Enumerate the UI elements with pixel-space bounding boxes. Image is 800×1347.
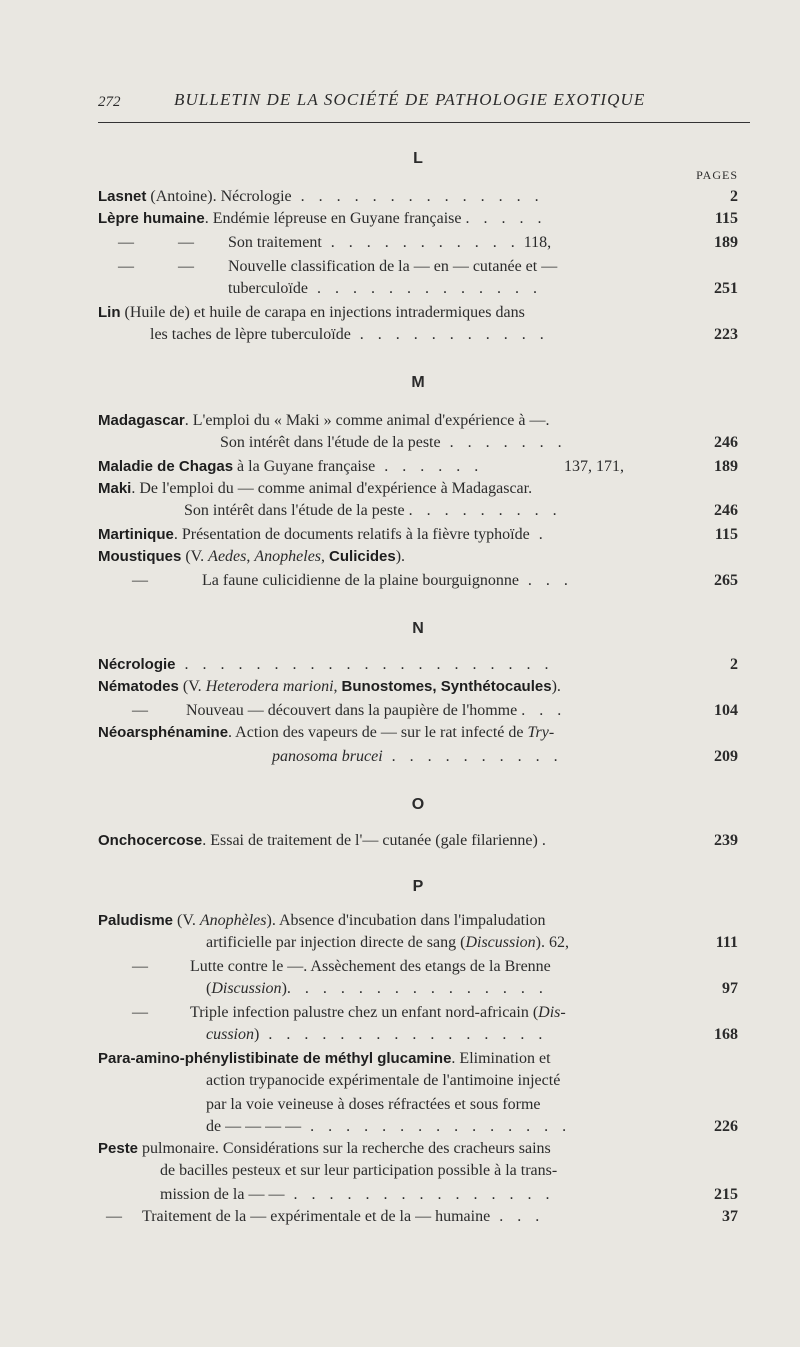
entry-text: La faune culicidienne de la plaine bourguignonne <box>202 572 519 589</box>
entry-page: 111 <box>715 934 738 951</box>
entry-text: Son intérêt dans l'étude de la peste <box>184 502 405 519</box>
entry-text: ). <box>395 548 406 565</box>
entry-text: . Présentation de documents relatifs à la fièvre typhoïde <box>173 526 530 543</box>
page-header <box>98 90 750 120</box>
ditto-dash: — <box>118 258 134 275</box>
entry-text: action trypanocide expérimentale de l'antimoine injecté <box>206 1072 561 1089</box>
entry-text: . De l'emploi du — comme animal d'expérience à Madagascar. <box>131 480 533 497</box>
index-entry-paludisme-5 <box>98 1002 738 1024</box>
entry-text: les taches de lèpre tuberculoïde <box>150 326 351 343</box>
entry-page: 97 <box>722 980 738 997</box>
entry-italic: Discussion <box>465 934 536 951</box>
entry-italic: Aedes <box>208 548 247 565</box>
ditto-dash: — <box>178 234 194 251</box>
index-entry-neoarsphenamine-1 <box>98 722 738 744</box>
entry-text: Triple infection palustre chez un enfant nord-africain ( <box>190 1004 539 1021</box>
leader-dots: . . . . . . . . . . . . . . . <box>284 1186 555 1203</box>
leader-dots: . . . . . . . . . . . . . . . . . . . . . <box>175 656 554 673</box>
entry-page: 168 <box>714 1026 738 1043</box>
entry-text: Traitement de la — expérimentale et de la — humaine <box>142 1208 491 1225</box>
entry-italic: Anophèles <box>199 912 267 929</box>
ditto-dash: — <box>132 702 148 719</box>
entry-text: ). 62, <box>535 934 569 951</box>
section-letter-o: O <box>411 796 425 813</box>
entry-page: 251 <box>714 280 738 297</box>
entry-text: Nouveau — découvert dans la paupière de l'homme <box>186 702 518 719</box>
entry-text: Nouvelle classification de la — en — cutanée et — <box>228 258 558 275</box>
entry-italic: Heterodera marioni <box>205 678 334 695</box>
ditto-dash: — <box>132 958 148 975</box>
index-entry-paludisme-2 <box>98 932 738 954</box>
running-title: BULLETIN DE LA SOCIÉTÉ DE PATHOLOGIE EXOTIQUE <box>174 90 646 109</box>
ditto-dash: — <box>178 258 194 275</box>
index-entry-moustiques-1 <box>98 546 738 568</box>
entry-page: 226 <box>714 1118 738 1135</box>
entry-text: . Action des vapeurs de — sur le rat infecté de <box>228 724 528 741</box>
entry-text: par la voie veineuse à doses réfractées et sous forme <box>206 1096 541 1113</box>
entry-text: ) <box>281 980 287 997</box>
entry-page: 104 <box>714 702 738 719</box>
entry-italic: Discussion <box>211 980 282 997</box>
leader-dots: . . . . . . . . . . . . . . . . <box>259 1026 548 1043</box>
index-entry-nematodes-1 <box>98 676 738 698</box>
entry-text: mission de la — — <box>160 1186 285 1203</box>
entry-text: . Essai de traitement de l'— cutanée (gale filarienne) <box>202 832 538 849</box>
entry-text: à la Guyane française <box>233 458 376 475</box>
entry-headword: Maladie de Chagas <box>98 458 234 475</box>
index-entry-onchocercose <box>98 830 738 852</box>
entry-headword: Nécrologie <box>98 656 176 673</box>
index-entry-neoarsphenamine-2 <box>98 746 738 768</box>
index-entry-paludisme-1 <box>98 910 738 932</box>
leader-dots: . . . . . . <box>375 458 484 475</box>
entry-text: ). Absence d'incubation dans l'impaludation <box>266 912 546 929</box>
leader-dots: . . . . . . . . . . . . . . . <box>301 1118 572 1135</box>
index-entry-paludisme-4 <box>98 978 738 1000</box>
entry-text: , <box>246 548 255 565</box>
index-entry-necrologie <box>98 654 738 676</box>
entry-text: Lutte contre le —. Assèchement des etangs de la Brenne <box>190 958 551 975</box>
entry-text: ) <box>254 1026 260 1043</box>
leader-dots: . . . . . . . . . . . . . <box>307 280 542 297</box>
entry-text: (Antoine). Nécrologie <box>146 188 292 205</box>
entry-page: 223 <box>714 326 738 343</box>
ditto-dash: — <box>132 1004 148 1021</box>
entry-text: ). <box>551 678 561 695</box>
leader-dots: . . . . . . . . . <box>408 502 562 519</box>
section-letter-n: N <box>412 620 424 637</box>
entry-italic: panosoma brucei <box>272 748 383 765</box>
entry-text: . L'emploi du « Maki » comme animal d'expérience à —. <box>184 412 550 429</box>
leader-dots: . . . . . . . <box>440 434 567 451</box>
leader-dots: . . . <box>518 572 573 589</box>
entry-headword: Lasnet <box>98 188 147 205</box>
index-entry-lin-1 <box>98 302 738 324</box>
entry-page: 115 <box>714 210 738 227</box>
entry-text: (V. <box>181 548 209 565</box>
entry-headword: Madagascar <box>98 412 185 429</box>
entry-page: 2 <box>730 188 738 205</box>
index-entry-moustiques-2 <box>98 570 738 592</box>
entry-text: Son intérêt dans l'étude de la peste <box>220 434 441 451</box>
leader-dots: . . . . . . . . . . . . . . . <box>286 980 548 997</box>
ditto-dash: — <box>132 572 148 589</box>
index-entry-peste-2 <box>98 1160 738 1182</box>
entry-headword: Lèpre humaine <box>98 210 205 227</box>
index-entry-lepre-3 <box>98 256 738 278</box>
entry-text: Son traitement <box>228 234 322 251</box>
index-entry-para-amino-1 <box>98 1048 738 1070</box>
entry-page: 189 <box>714 458 738 475</box>
entry-page: 239 <box>714 832 738 849</box>
entry-italic: Anopheles <box>254 548 322 565</box>
index-entry-peste-1 <box>98 1138 738 1160</box>
entry-page: 115 <box>714 526 738 543</box>
entry-text: (V. <box>178 678 206 695</box>
entry-page: 189 <box>714 234 738 251</box>
index-entry-para-amino-2 <box>98 1070 738 1092</box>
entry-page: 2 <box>730 656 738 673</box>
section-letter-p: P <box>412 878 424 895</box>
entry-text: . Endémie lépreuse en Guyane française <box>204 210 462 227</box>
page-number: 272 <box>98 94 121 110</box>
entry-italic: Try- <box>527 724 555 741</box>
leader-dots: . . . . . . . . . . . . . . <box>291 188 544 205</box>
index-entry-martinique <box>98 524 738 546</box>
entry-headword: Para-amino-phénylistibinate de méthyl glucamine <box>98 1050 452 1067</box>
entry-text: (V. <box>173 912 200 929</box>
leader-dots: . . . . . . . . . . <box>382 748 563 765</box>
index-entry-paludisme-3 <box>98 956 738 978</box>
index-entry-madagascar-1 <box>98 410 738 432</box>
index-entry-lepre-1 <box>98 208 738 230</box>
header-rule <box>98 122 750 123</box>
entry-page: 265 <box>714 572 738 589</box>
index-entry-peste-4 <box>98 1206 738 1228</box>
entry-headword: Paludisme <box>98 912 174 929</box>
section-letter-m: M <box>411 374 425 391</box>
entry-extra-pages: 137, 171, <box>564 458 624 475</box>
index-entry-maki-2 <box>98 500 738 522</box>
entry-extra-pages: 118, <box>523 234 552 251</box>
entry-headword: Maki <box>98 480 132 497</box>
leader-dots: . . . <box>490 1208 545 1225</box>
entry-page: 37 <box>722 1208 738 1225</box>
entry-headword: Peste <box>98 1140 139 1157</box>
entry-text: de — — — — <box>206 1118 302 1135</box>
leader-dots: . <box>529 526 548 543</box>
index-entry-chagas <box>98 456 738 478</box>
index-entry-peste-3 <box>98 1184 738 1206</box>
index-entry-para-amino-3 <box>98 1094 738 1116</box>
index-entry-para-amino-4 <box>98 1116 738 1138</box>
entry-italic: cussion <box>206 1026 254 1043</box>
index-entry-lin-2 <box>98 324 738 346</box>
entry-headword-ref: Bunostomes, Synthétocaules <box>341 678 552 695</box>
section-letter-l: L <box>413 150 423 167</box>
entry-page: 246 <box>714 502 738 519</box>
entry-text: pulmonaire. Considérations sur la recherche des cracheurs sains <box>138 1140 551 1157</box>
entry-text: (Huile de) et huile de carapa en injections intradermiques dans <box>120 304 525 321</box>
leader-dots: . . . . . <box>465 210 547 227</box>
index-entry-lasnet <box>98 186 738 208</box>
entry-headword: Néoarsphénamine <box>98 724 229 741</box>
entry-text: ( <box>206 980 212 997</box>
entry-text: de bacilles pesteux et sur leur participation possible à la trans- <box>160 1162 558 1179</box>
pages-column-label: PAGES <box>696 168 738 182</box>
entry-headword: Moustiques <box>98 548 182 565</box>
index-entry-paludisme-6 <box>98 1024 738 1046</box>
leader-dots: . . . <box>521 702 567 719</box>
entry-italic: Dis- <box>538 1004 566 1021</box>
leader-dots: . . . . . . . . . . . <box>321 234 520 251</box>
entry-headword: Nématodes <box>98 678 179 695</box>
entry-page: 246 <box>714 434 738 451</box>
leader-dots: . . . . . . . . . . . <box>350 326 549 343</box>
ditto-dash: — <box>106 1208 122 1225</box>
entry-text: . Elimination et <box>451 1050 551 1067</box>
entry-headword: Onchocercose <box>98 832 203 849</box>
entry-headword: Martinique <box>98 526 174 543</box>
entry-text: tuberculoïde <box>228 280 308 297</box>
entry-headword-ref: Culicides <box>329 548 396 565</box>
entry-page: 209 <box>714 748 738 765</box>
ditto-dash: — <box>118 234 134 251</box>
index-entry-maki-1 <box>98 478 738 500</box>
index-entry-lepre-2 <box>98 232 738 254</box>
index-entry-lepre-3-cont <box>98 278 738 300</box>
entry-text: artificielle par injection directe de sang ( <box>206 934 466 951</box>
entry-headword: Lin <box>98 304 121 321</box>
leader-dots: . <box>541 832 551 849</box>
entry-page: 215 <box>714 1186 738 1203</box>
entry-text: , <box>333 678 342 695</box>
index-entry-nematodes-2 <box>98 700 738 722</box>
entry-text: , <box>321 548 330 565</box>
index-entry-madagascar-2 <box>98 432 738 454</box>
